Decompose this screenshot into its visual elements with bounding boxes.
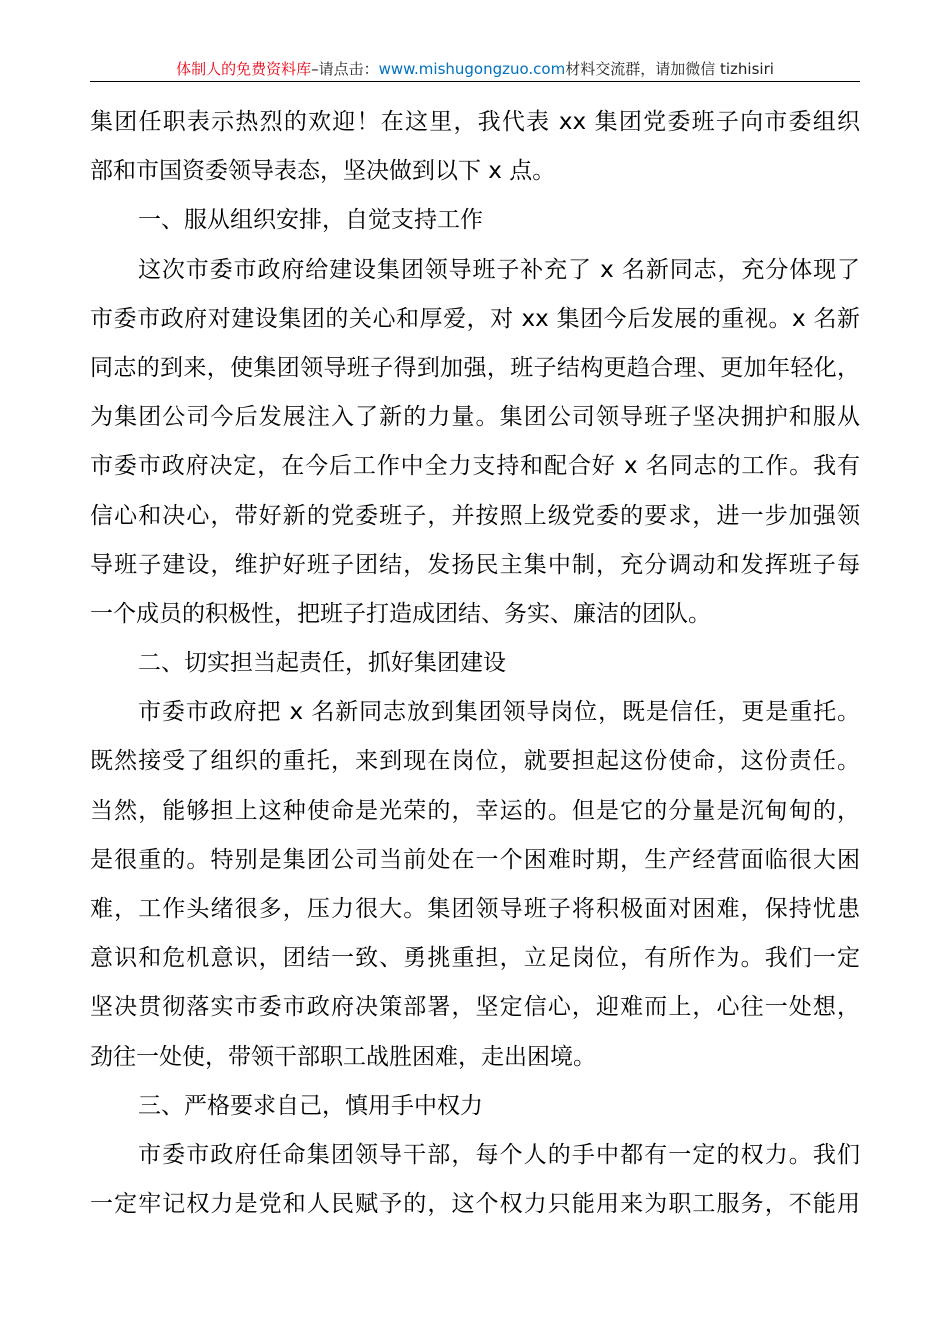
paragraph-line: 同志的到来，使集团领导班子得到加强，班子结构更趋合理、更加年轻化， [90, 354, 860, 381]
paragraph-line: 集团任职表示热烈的欢迎！在这里，我代表 xx 集团党委班子向市委组织 [90, 109, 860, 135]
header-prompt: –请点击： [311, 60, 379, 78]
paragraph-line: 坚决贯彻落实市委市政府决策部署，坚定信心，迎难而上，心往一处想， [90, 994, 860, 1021]
page-header [90, 58, 860, 80]
paragraph-line: 部和市国资委领导表态，坚决做到以下 x 点。 [90, 158, 556, 185]
paragraph-line: 当然，能够担上这种使命是光荣的，幸运的。但是它的分量是沉甸甸的， [90, 797, 860, 824]
header-wechat-note: 材料交流群，请加微信 tizhisiri [565, 60, 774, 78]
paragraph-line: 一定牢记权力是党和人民赋予的，这个权力只能用来为职工服务，不能用 [90, 1191, 860, 1218]
paragraph-line: 劲往一处使，带领干部职工战胜困难，走出困境。 [90, 1043, 596, 1070]
header-divider [90, 81, 860, 82]
section-heading-2: 二、切实担当起责任，抓好集团建设 [138, 650, 506, 677]
paragraph-line: 意识和危机意识，团结一致、勇挑重担，立足岗位，有所作为。我们一定 [90, 945, 860, 972]
paragraph-line: 是很重的。特别是集团公司当前处在一个困难时期，生产经营面临很大困 [90, 846, 860, 873]
section-heading-3: 三、严格要求自己，慎用手中权力 [138, 1092, 483, 1119]
header-website-link[interactable]: www.mishugongzuo.com [378, 60, 566, 78]
paragraph-line: 这次市委市政府给建设集团领导班子补充了 x 名新同志，充分体现了 [138, 256, 860, 283]
paragraph-line: 为集团公司今后发展注入了新的力量。集团公司领导班子坚决拥护和服从 [90, 404, 860, 431]
paragraph-line: 市委市政府任命集团领导干部，每个人的手中都有一定的权力。我们 [138, 1141, 860, 1168]
paragraph-line: 市委市政府对建设集团的关心和厚爱，对 xx 集团今后发展的重视。x 名新 [90, 305, 860, 332]
paragraph-line: 信心和决心，带好新的党委班子，并按照上级党委的要求，进一步加强领 [90, 502, 860, 529]
section-heading-1: 一、服从组织安排，自觉支持工作 [138, 207, 483, 234]
paragraph-line: 市委市政府决定，在今后工作中全力支持和配合好 x 名同志的工作。我有 [90, 453, 860, 480]
paragraph-line: 难，工作头绪很多，压力很大。集团领导班子将积极面对困难，保持忧患 [90, 896, 860, 922]
paragraph-line: 导班子建设，维护好班子团结，发扬民主集中制，充分调动和发挥班子每 [90, 551, 860, 578]
header-library-name: 体制人的免费资料库 [176, 60, 312, 78]
document-body [90, 98, 860, 1229]
paragraph-line: 一个成员的积极性，把班子打造成团结、务实、廉洁的团队。 [90, 600, 711, 627]
paragraph-line: 市委市政府把 x 名新同志放到集团领导岗位，既是信任，更是重托。 [138, 699, 860, 726]
paragraph-line: 既然接受了组织的重托，来到现在岗位，就要担起这份使命，这份责任。 [90, 748, 860, 775]
